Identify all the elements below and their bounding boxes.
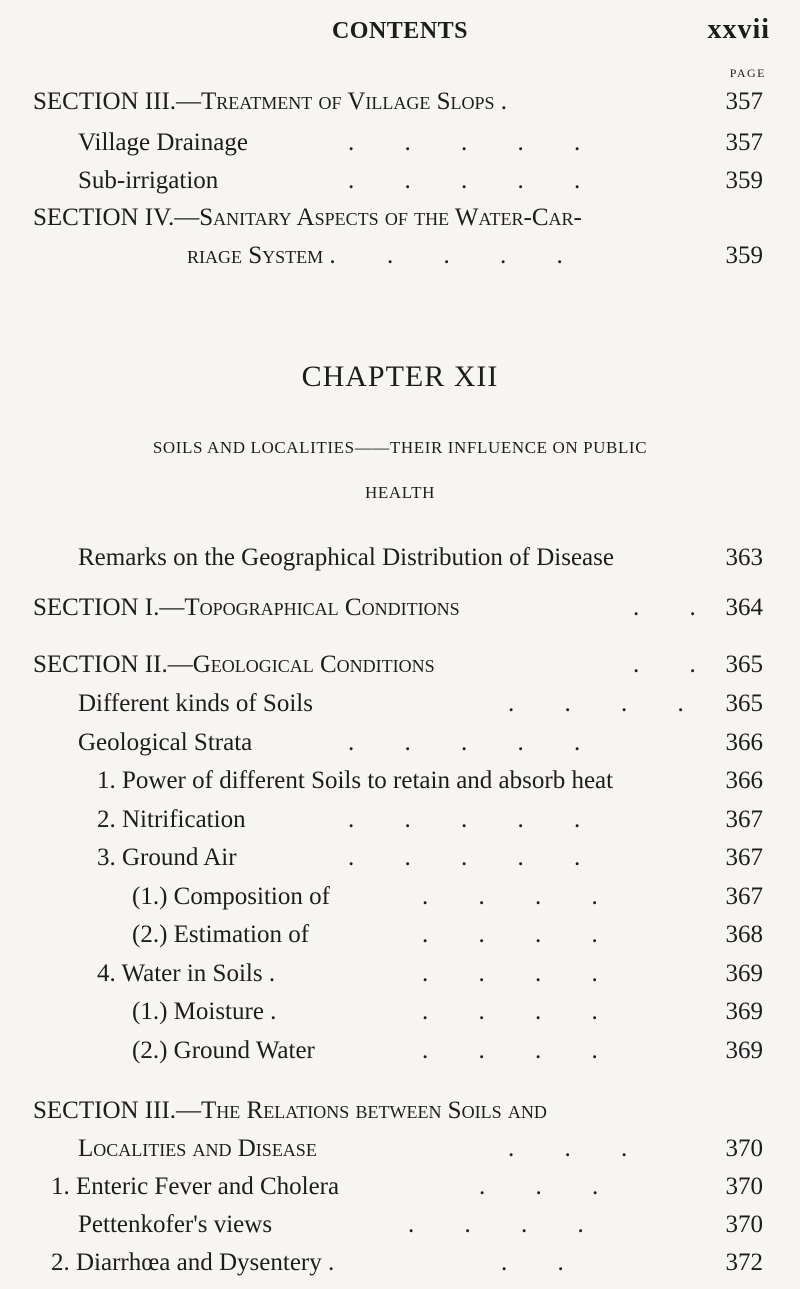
toc-entry bbox=[132, 1036, 763, 1066]
toc-entry bbox=[187, 241, 763, 271]
leader-dots: . . . . bbox=[422, 998, 620, 1025]
leader-dots: . . . . . bbox=[348, 806, 603, 833]
toc-entry-text: Different kinds of Soils bbox=[78, 690, 313, 717]
toc-entry bbox=[33, 203, 763, 233]
toc-entry-text: riage System . bbox=[187, 242, 336, 269]
toc-entry-page: 365 bbox=[725, 651, 763, 678]
toc-entry-page: 367 bbox=[725, 806, 763, 833]
toc-entry bbox=[132, 882, 763, 912]
leader-dots: . . . . bbox=[422, 883, 620, 910]
toc-entry-page: 359 bbox=[725, 242, 763, 269]
leader-dots: . . bbox=[633, 594, 718, 621]
toc-entry bbox=[78, 543, 763, 573]
toc-entry-page: 367 bbox=[725, 883, 763, 910]
chapter-subtitle-line2: HEALTH bbox=[364, 483, 436, 502]
leader-dots: . . bbox=[633, 651, 718, 678]
toc-entry-page: 370 bbox=[725, 1173, 763, 1200]
toc-entry bbox=[33, 593, 763, 623]
toc-entry-page: 366 bbox=[725, 729, 763, 756]
leader-dots: . . . . bbox=[508, 690, 706, 717]
header-title: CONTENTS bbox=[331, 18, 469, 44]
toc-entry-text: SECTION II.—Geological Conditions bbox=[33, 651, 435, 678]
toc-entry bbox=[33, 650, 763, 680]
toc-entry bbox=[78, 1134, 763, 1164]
leader-dots: . . . . . bbox=[348, 129, 603, 156]
toc-entry-page: 369 bbox=[725, 1037, 763, 1064]
toc-entry-page: 363 bbox=[725, 544, 763, 571]
toc-entry bbox=[33, 87, 763, 117]
toc-entry-page: 368 bbox=[725, 921, 763, 948]
leader-dots: . . . . bbox=[422, 921, 620, 948]
leader-dots: . . . bbox=[508, 1135, 650, 1162]
toc-entry-page: 370 bbox=[725, 1211, 763, 1238]
toc-entry bbox=[97, 805, 763, 835]
toc-entry-page: 369 bbox=[725, 960, 763, 987]
leader-dots: . . . . bbox=[387, 242, 585, 269]
toc-entry-text: (1.) Moisture . bbox=[132, 998, 277, 1025]
leader-dots: . . bbox=[501, 1249, 586, 1276]
toc-entry-text: SECTION III.—The Relations between Soils and bbox=[33, 1097, 547, 1124]
leader-dots: . . . . bbox=[422, 1037, 620, 1064]
leader-dots: . . . . . bbox=[348, 729, 603, 756]
leader-dots: . . . . . bbox=[348, 167, 603, 194]
toc-entry-page: 370 bbox=[725, 1135, 763, 1162]
toc-entry bbox=[33, 1096, 763, 1126]
toc-entry bbox=[97, 843, 763, 873]
toc-entry bbox=[78, 166, 763, 196]
toc-entry-text: SECTION IV.—Sanitary Aspects of the Water-Car- bbox=[33, 204, 582, 231]
toc-entry bbox=[132, 920, 763, 950]
leader-dots: . . . . bbox=[408, 1211, 606, 1238]
header-page-number: xxvii bbox=[707, 14, 770, 45]
toc-entry-text: (2.) Estimation of bbox=[132, 921, 310, 948]
page-column-label: PAGE bbox=[729, 66, 766, 80]
toc-entry-page: 372 bbox=[725, 1249, 763, 1276]
toc-entry-text: Sub-irrigation bbox=[78, 167, 219, 194]
toc-entry-page: 367 bbox=[725, 844, 763, 871]
toc-entry-text: Geological Strata bbox=[78, 729, 253, 756]
toc-entry-text: (2.) Ground Water bbox=[132, 1037, 315, 1064]
toc-entry-text: (1.) Composition of bbox=[132, 883, 330, 910]
toc-entry-text: 3. Ground Air bbox=[97, 844, 237, 871]
toc-entry-page: 357 bbox=[725, 88, 763, 115]
toc-entry bbox=[97, 766, 763, 796]
leader-dots: . . . . . bbox=[348, 844, 603, 871]
chapter-subtitle: SOILS AND LOCALITIES——THEIR INFLUENCE ON PUBLIC bbox=[152, 438, 648, 457]
toc-entry-text: Pettenkofer's views bbox=[78, 1211, 273, 1238]
toc-entry-text: Village Drainage bbox=[78, 129, 248, 156]
toc-entry bbox=[78, 1210, 763, 1240]
toc-entry bbox=[97, 959, 763, 989]
toc-entry-page: 357 bbox=[725, 129, 763, 156]
toc-entry-page: 365 bbox=[725, 690, 763, 717]
toc-entry-text: 2. Diarrhœa and Dysentery . bbox=[51, 1249, 335, 1276]
toc-entry-text: 2. Nitrification bbox=[97, 806, 246, 833]
toc-entry-page: 364 bbox=[725, 594, 763, 621]
toc-entry-page: 359 bbox=[725, 167, 763, 194]
chapter-title: CHAPTER XII bbox=[301, 360, 499, 393]
toc-entry-text: SECTION I.—Topographical Conditions bbox=[33, 594, 460, 621]
toc-entry-text: 1. Enteric Fever and Cholera bbox=[51, 1173, 340, 1200]
toc-entry-text: 4. Water in Soils . bbox=[97, 960, 276, 987]
leader-dots: . . . bbox=[479, 1173, 621, 1200]
leader-dots: . . . . bbox=[422, 960, 620, 987]
toc-entry bbox=[78, 689, 763, 719]
running-header bbox=[0, 14, 800, 52]
toc-entry-text: Remarks on the Geographical Distribution of Disease bbox=[78, 544, 614, 571]
toc-entry-text: Localities and Disease bbox=[78, 1135, 317, 1162]
toc-entry-page: 366 bbox=[725, 767, 763, 794]
toc-entry-page: 369 bbox=[725, 998, 763, 1025]
toc-entry bbox=[51, 1172, 763, 1202]
toc-entry-text: SECTION III.—Treatment of Village Slops . bbox=[33, 88, 508, 115]
toc-entry bbox=[51, 1248, 763, 1278]
toc-entry bbox=[132, 997, 763, 1027]
toc-entry-text: 1. Power of different Soils to retain and absorb heat bbox=[97, 767, 614, 794]
toc-entry bbox=[78, 728, 763, 758]
toc-entry bbox=[78, 128, 763, 158]
